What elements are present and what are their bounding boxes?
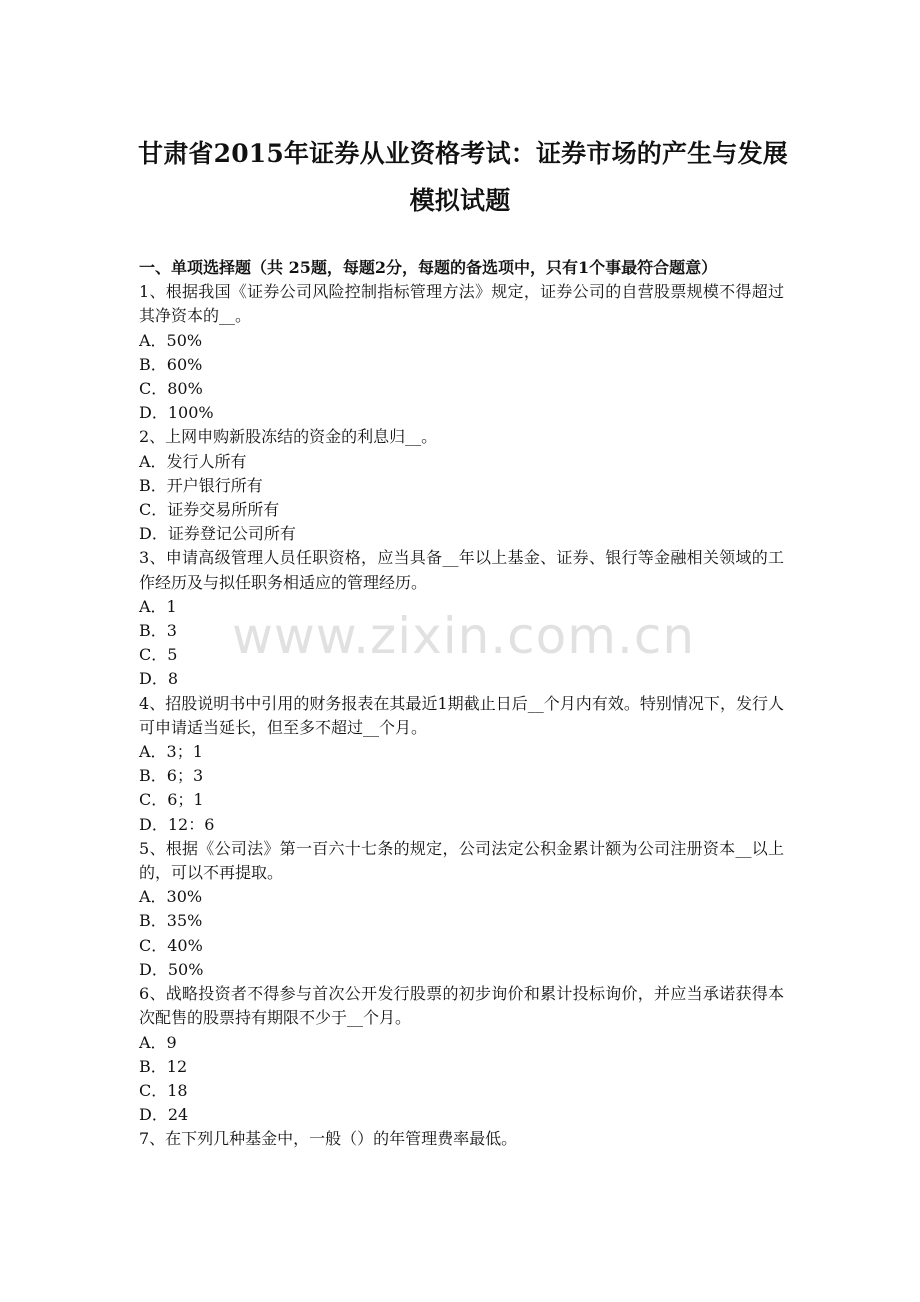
option-d: D．12：6 [139,814,215,834]
option-d: D．8 [139,669,179,689]
option-d: D．50% [139,959,204,979]
option-c: C．证券交易所所有 [139,500,280,520]
question-3 [139,546,784,691]
option-c: C．5 [139,645,178,665]
option-a: A．50% [139,330,203,350]
document-title-line-2: 模拟试题 [409,186,511,215]
option-c: C．80% [139,379,203,399]
option-a: A．1 [139,596,177,616]
document-body [139,256,784,1152]
document-title-line-1: 甘肃省2015年证券从业资格考试：证券市场的产生与发展 [138,139,788,168]
option-b: B．60% [139,354,203,374]
watermark: www.zixin.com.cn [232,607,696,665]
question-1 [139,280,784,425]
option-a: A．发行人所有 [139,451,247,471]
question-4 [139,692,784,837]
option-d: D．24 [139,1105,189,1125]
option-c: C．6；1 [139,790,204,810]
question-text: 6、战略投资者不得参与首次公开发行股票的初步询价和累计投标询价，并应当承诺获得本次配售的股票持有期限不少于__个月。 [139,984,784,1028]
question-6 [139,982,784,1127]
option-a: A．30% [139,887,203,907]
question-text: 3、申请高级管理人员任职资格，应当具备__年以上基金、证券、银行等金融相关领域的工作经历及与拟任职务相适应的管理经历。 [139,548,784,592]
question-5 [139,837,784,982]
question-text: 7、在下列几种基金中，一般（）的年管理费率最低。 [139,1129,518,1149]
option-b: B．6；3 [139,766,204,786]
question-7 [139,1127,784,1151]
option-b: B．3 [139,621,177,641]
question-text: 2、上网申购新股冻结的资金的利息归__。 [139,427,438,447]
option-c: C．40% [139,935,203,955]
option-c: C．18 [139,1080,188,1100]
question-text: 5、根据《公司法》第一百六十七条的规定，公司法定公积金累计额为公司注册资本__以上的，可以不再提取。 [139,838,784,883]
option-a: A．9 [139,1032,177,1052]
option-d: D．100% [139,403,214,423]
question-text: 4、招股说明书中引用的财务报表在其最近1期截止日后__个月内有效。特别情况下，发行人可申请适当延长，但至多不超过__个月。 [139,693,784,737]
option-d: D．证券登记公司所有 [139,524,296,544]
section-header: 一、单项选择题（共 25题，每题2分，每题的备选项中，只有1个事最符合题意） [139,258,718,277]
question-2 [139,425,784,546]
option-b: B．开户银行所有 [139,475,263,495]
question-text: 1、根据我国《证券公司风险控制指标管理方法》规定，证券公司的自营股票规模不得超过其净资本的__。 [139,282,784,326]
option-b: B．35% [139,911,203,931]
option-a: A．3；1 [139,742,203,762]
option-b: B．12 [139,1056,188,1076]
